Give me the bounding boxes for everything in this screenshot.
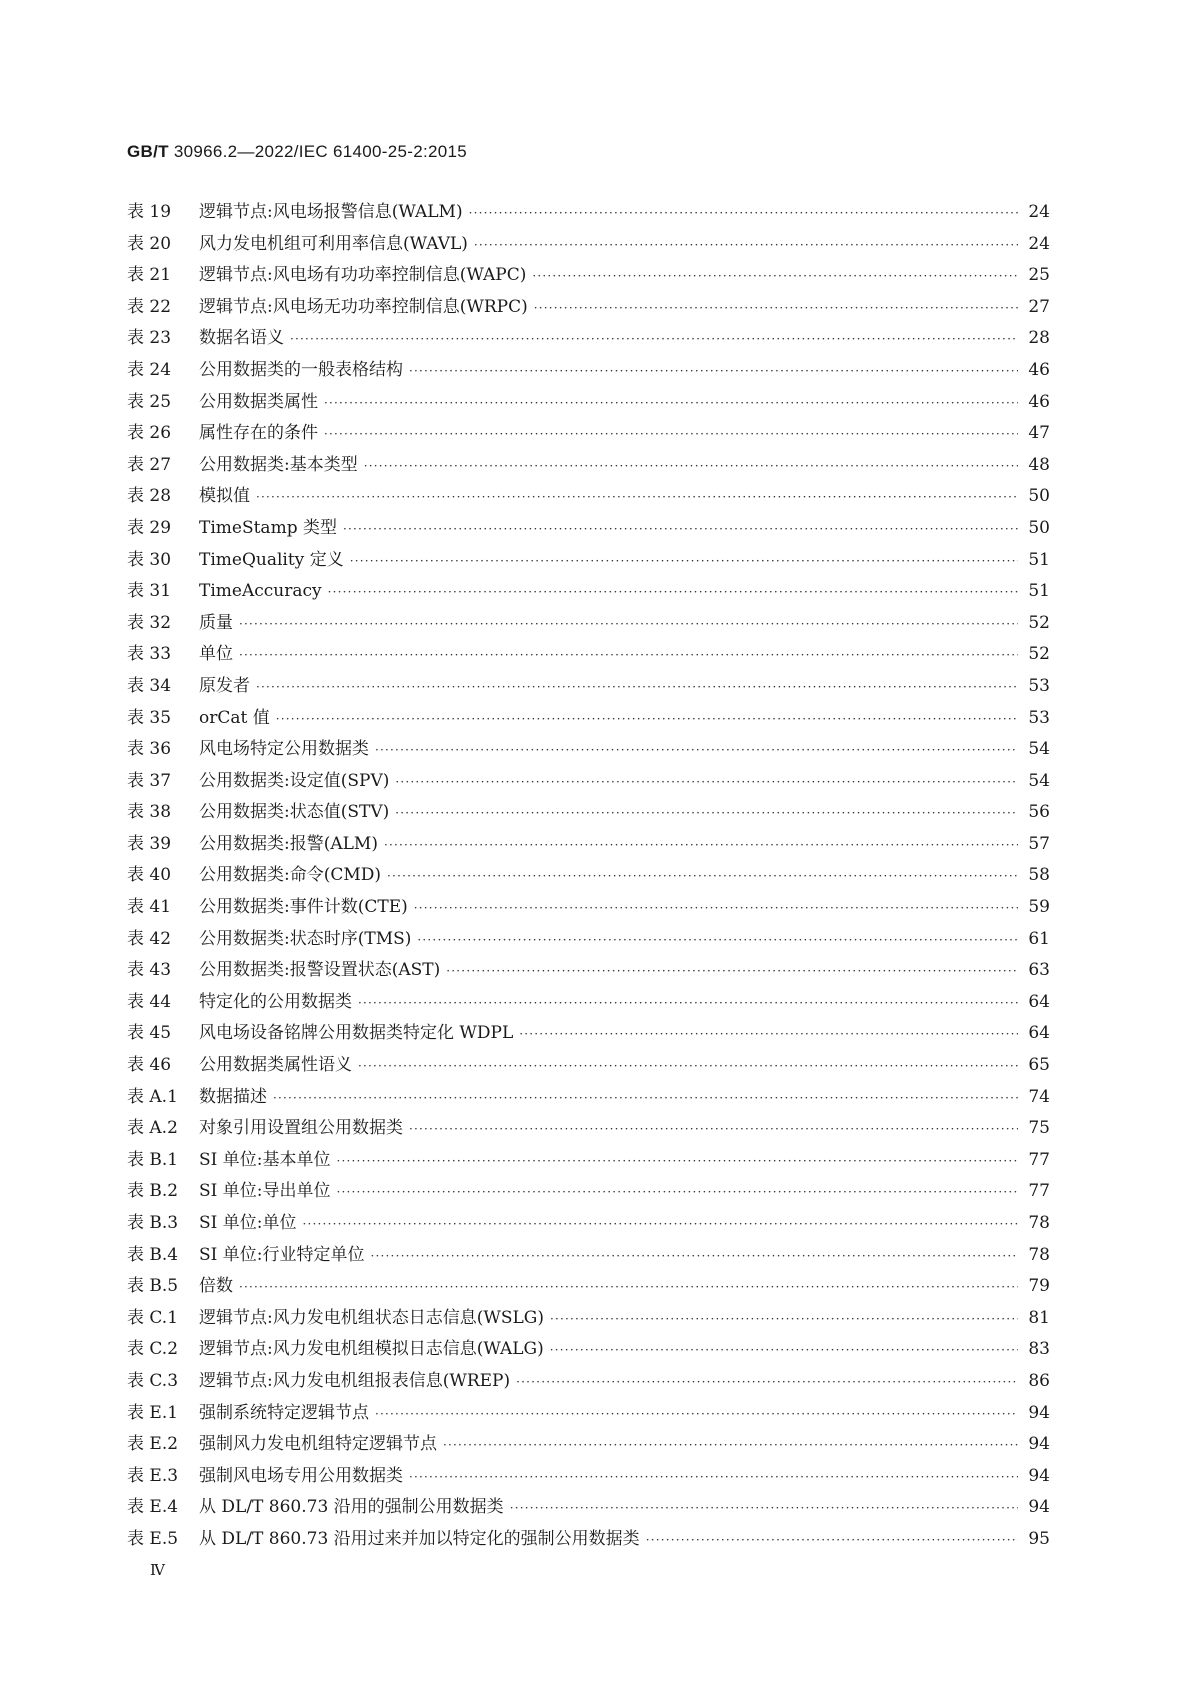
toc-entry-page: 86 [1028, 1370, 1050, 1391]
toc-entry-page: 78 [1028, 1244, 1050, 1265]
toc-entry-page: 58 [1028, 865, 1050, 886]
toc-entry-title: 公用数据类的一般表格结构 [199, 359, 403, 380]
toc-entry-title: 强制风电场专用公用数据类 [199, 1465, 403, 1486]
toc-entry[interactable] [127, 1018, 1050, 1050]
toc-entry[interactable] [127, 1461, 1050, 1493]
toc-entry-number: 表 19 [127, 202, 172, 222]
toc-entry-number: 表 E.5 [127, 1528, 179, 1549]
toc-entry[interactable] [127, 355, 1050, 387]
toc-entry[interactable] [127, 1176, 1050, 1208]
toc-entry[interactable] [127, 1271, 1050, 1303]
toc-entry[interactable] [127, 1113, 1050, 1145]
toc-entry[interactable] [127, 860, 1050, 892]
toc-entry-number: 表 40 [127, 865, 172, 886]
toc-entry-page: 56 [1028, 802, 1050, 823]
toc-entry-title: 倍数 [199, 1276, 233, 1297]
toc-dot-leader [324, 427, 1018, 441]
toc-entry-title: 逻辑节点:风力发电机组模拟日志信息(WALG) [199, 1339, 544, 1360]
toc-entry-title: 公用数据类:基本类型 [199, 454, 358, 475]
toc-dot-leader [324, 396, 1018, 410]
toc-dot-leader [532, 269, 1018, 283]
toc-entry-page: 52 [1028, 644, 1050, 665]
toc-entry-title: SI 单位:行业特定单位 [199, 1244, 365, 1265]
toc-dot-leader [328, 585, 1018, 599]
page-header [127, 142, 467, 162]
toc-entry-number: 表 46 [127, 1055, 172, 1076]
toc-entry-number: 表 C.2 [127, 1339, 179, 1360]
toc-dot-leader [256, 490, 1018, 504]
toc-entry-page: 50 [1028, 517, 1050, 538]
toc-entry-page: 74 [1028, 1086, 1050, 1107]
toc-dot-leader [371, 1249, 1019, 1263]
toc-entry[interactable] [127, 1240, 1050, 1272]
toc-entry[interactable] [127, 766, 1050, 798]
toc-entry-page: 28 [1028, 328, 1050, 349]
toc-entry-number: 表 38 [127, 802, 172, 823]
toc-entry[interactable] [127, 323, 1050, 355]
toc-entry[interactable] [127, 292, 1050, 324]
toc-entry[interactable] [127, 1429, 1050, 1461]
toc-entry-number: 表 37 [127, 770, 172, 791]
toc-dot-leader [550, 1343, 1018, 1357]
toc-entry-title: orCat 值 [199, 707, 270, 728]
standard-prefix: GB/T [127, 142, 169, 161]
toc-entry-page: 61 [1028, 928, 1050, 949]
toc-entry-page: 59 [1028, 897, 1050, 918]
toc-entry-page: 53 [1028, 675, 1050, 696]
toc-entry-number: 表 20 [127, 233, 172, 254]
toc-entry-number: 表 32 [127, 612, 172, 633]
toc-dot-leader [446, 964, 1018, 978]
toc-entry-number: 表 E.1 [127, 1402, 179, 1423]
table-of-contents-list [127, 197, 1050, 1556]
toc-entry-number: 表 39 [127, 833, 172, 854]
toc-dot-leader [474, 238, 1018, 252]
toc-entry-page: 51 [1028, 549, 1050, 570]
toc-entry-title: 逻辑节点:风力发电机组报表信息(WREP) [199, 1370, 511, 1391]
toc-dot-leader [273, 1091, 1018, 1105]
toc-entry-page: 51 [1028, 581, 1050, 602]
toc-entry[interactable] [127, 481, 1050, 513]
toc-entry-number: 表 25 [127, 391, 172, 412]
toc-entry[interactable] [127, 1366, 1050, 1398]
toc-dot-leader [519, 1027, 1018, 1041]
toc-dot-leader [384, 838, 1018, 852]
toc-entry-title: 公用数据类:事件计数(CTE) [199, 897, 408, 918]
toc-entry-page: 83 [1028, 1339, 1050, 1360]
toc-entry-page: 47 [1028, 423, 1050, 444]
toc-entry[interactable] [127, 576, 1050, 608]
toc-entry-title: 公用数据类:状态值(STV) [199, 802, 390, 823]
toc-entry-page: 46 [1028, 391, 1050, 412]
toc-entry[interactable] [127, 197, 1050, 229]
toc-entry-page: 24 [1028, 202, 1050, 222]
toc-entry-page: 48 [1028, 454, 1050, 475]
toc-entry-number: 表 B.5 [127, 1276, 179, 1297]
toc-entry[interactable] [127, 1398, 1050, 1430]
standard-number: 30966.2—2022/IEC 61400-25-2:2015 [173, 142, 467, 161]
toc-entry[interactable] [127, 545, 1050, 577]
toc-entry-title: 原发者 [199, 675, 250, 696]
toc-entry-page: 25 [1028, 265, 1050, 286]
toc-dot-leader [510, 1501, 1018, 1515]
toc-entry-title: 质量 [199, 612, 233, 633]
toc-dot-leader [395, 775, 1018, 789]
toc-dot-leader [358, 996, 1018, 1010]
toc-entry-title: 强制系统特定逻辑节点 [199, 1402, 369, 1423]
toc-dot-leader [239, 617, 1018, 631]
toc-entry-title: 逻辑节点:风电场无功功率控制信息(WRPC) [199, 296, 528, 317]
toc-entry-number: 表 B.2 [127, 1181, 179, 1202]
toc-entry[interactable] [127, 987, 1050, 1019]
toc-entry-title: 风力发电机组可利用率信息(WAVL) [199, 233, 468, 254]
toc-entry[interactable] [127, 797, 1050, 829]
toc-entry-page: 54 [1028, 770, 1050, 791]
toc-dot-leader [387, 869, 1018, 883]
toc-dot-leader [364, 459, 1018, 473]
toc-entry[interactable] [127, 1082, 1050, 1114]
toc-entry-title: TimeStamp 类型 [199, 517, 337, 538]
toc-entry[interactable] [127, 829, 1050, 861]
toc-entry-number: 表 27 [127, 454, 172, 475]
toc-entry-number: 表 45 [127, 1023, 172, 1044]
toc-entry-title: 公用数据类:报警设置状态(AST) [199, 960, 441, 981]
toc-entry[interactable] [127, 513, 1050, 545]
toc-entry-title: 逻辑节点:风力发电机组状态日志信息(WSLG) [199, 1307, 544, 1328]
toc-dot-leader [469, 206, 1018, 220]
toc-entry-title: 特定化的公用数据类 [199, 991, 352, 1012]
toc-entry-number: 表 34 [127, 675, 172, 696]
toc-entry[interactable] [127, 639, 1050, 671]
toc-entry-number: 表 44 [127, 991, 172, 1012]
toc-entry-title: SI 单位:单位 [199, 1213, 297, 1233]
toc-dot-leader [276, 712, 1018, 726]
toc-entry-page: 95 [1028, 1528, 1050, 1549]
toc-entry-page: 46 [1028, 359, 1050, 380]
toc-entry-page: 78 [1028, 1213, 1050, 1233]
toc-entry[interactable] [127, 955, 1050, 987]
toc-dot-leader [343, 522, 1018, 536]
toc-entry-number: 表 A.1 [127, 1086, 178, 1107]
toc-dot-leader [290, 332, 1018, 346]
toc-entry-page: 79 [1028, 1276, 1050, 1297]
toc-entry-title: 数据名语义 [199, 328, 284, 349]
toc-entry[interactable] [127, 1050, 1050, 1082]
toc-entry-title: 公用数据类:命令(CMD) [199, 865, 382, 886]
toc-entry-number: 表 26 [127, 423, 172, 444]
toc-dot-leader [375, 743, 1018, 757]
toc-entry[interactable] [127, 734, 1050, 766]
toc-entry[interactable] [127, 229, 1050, 261]
toc-entry-number: 表 41 [127, 897, 172, 918]
toc-entry-page: 94 [1028, 1497, 1050, 1518]
toc-dot-leader [337, 1154, 1019, 1168]
toc-dot-leader [239, 1280, 1018, 1294]
toc-entry-number: 表 31 [127, 581, 172, 602]
toc-entry-page: 65 [1028, 1055, 1050, 1076]
toc-entry[interactable] [127, 1524, 1050, 1556]
toc-dot-leader [534, 301, 1018, 315]
toc-entry-number: 表 B.4 [127, 1244, 179, 1265]
toc-entry-title: 公用数据类:报警(ALM) [199, 833, 378, 854]
toc-entry-title: 公用数据类属性 [199, 391, 318, 412]
toc-dot-leader [646, 1533, 1018, 1547]
toc-entry-number: 表 43 [127, 960, 172, 981]
toc-dot-leader [395, 806, 1018, 820]
toc-entry-title: 风电场特定公用数据类 [199, 739, 369, 760]
toc-entry-number: 表 B.1 [127, 1149, 179, 1170]
toc-entry-page: 81 [1028, 1307, 1050, 1328]
toc-entry[interactable] [127, 1145, 1050, 1177]
toc-entry-title: TimeAccuracy [199, 581, 322, 602]
toc-entry[interactable] [127, 387, 1050, 419]
toc-entry-page: 64 [1028, 991, 1050, 1012]
toc-entry-title: 强制风力发电机组特定逻辑节点 [199, 1434, 437, 1455]
toc-entry-title: 模拟值 [199, 486, 250, 507]
toc-dot-leader [350, 554, 1018, 568]
toc-entry-page: 52 [1028, 612, 1050, 633]
toc-entry-title: SI 单位:基本单位 [199, 1149, 331, 1170]
toc-entry-page: 27 [1028, 296, 1050, 317]
toc-entry-number: 表 35 [127, 707, 172, 728]
toc-dot-leader [337, 1185, 1019, 1199]
toc-dot-leader [409, 364, 1018, 378]
toc-dot-leader [417, 933, 1018, 947]
toc-dot-leader [358, 1059, 1018, 1073]
toc-entry-title: 数据描述 [199, 1086, 267, 1107]
toc-entry-title: 公用数据类:状态时序(TMS) [199, 928, 412, 949]
toc-dot-leader [414, 901, 1018, 915]
toc-entry-title: 逻辑节点:风电场报警信息(WALM) [199, 202, 463, 222]
toc-entry[interactable] [127, 1303, 1050, 1335]
toc-dot-leader [239, 648, 1018, 662]
page-number-footer: Ⅳ [150, 1561, 165, 1579]
toc-entry-number: 表 22 [127, 296, 172, 317]
toc-entry[interactable] [127, 671, 1050, 703]
toc-entry-page: 94 [1028, 1402, 1050, 1423]
toc-entry-page: 94 [1028, 1465, 1050, 1486]
toc-dot-leader [516, 1375, 1018, 1389]
toc-entry-number: 表 21 [127, 265, 172, 286]
toc-entry-page: 24 [1028, 233, 1050, 254]
toc-entry-title: 从 DL/T 860.73 沿用的强制公用数据类 [199, 1497, 504, 1518]
toc-entry-number: 表 A.2 [127, 1118, 178, 1139]
toc-entry-page: 54 [1028, 739, 1050, 760]
toc-entry[interactable] [127, 418, 1050, 450]
toc-entry[interactable] [127, 260, 1050, 292]
toc-entry-number: 表 33 [127, 644, 172, 665]
toc-entry-number: 表 30 [127, 549, 172, 570]
toc-entry-page: 50 [1028, 486, 1050, 507]
toc-entry[interactable] [127, 924, 1050, 956]
toc-entry-title: 风电场设备铭牌公用数据类特定化 WDPL [199, 1023, 514, 1044]
toc-entry-title: 属性存在的条件 [199, 423, 318, 444]
toc-entry[interactable] [127, 450, 1050, 482]
toc-entry-number: 表 E.4 [127, 1497, 179, 1518]
toc-entry-number: 表 36 [127, 739, 172, 760]
toc-entry[interactable] [127, 1492, 1050, 1524]
toc-entry-page: 64 [1028, 1023, 1050, 1044]
toc-entry-title: 从 DL/T 860.73 沿用过来并加以特定化的强制公用数据类 [199, 1528, 640, 1549]
toc-entry-page: 53 [1028, 707, 1050, 728]
toc-entry-page: 63 [1028, 960, 1050, 981]
toc-dot-leader [256, 680, 1018, 694]
toc-dot-leader [409, 1122, 1018, 1136]
toc-entry-page: 57 [1028, 833, 1050, 854]
toc-entry-number: 表 24 [127, 359, 172, 380]
toc-entry-title: 公用数据类属性语义 [199, 1055, 352, 1076]
toc-entry[interactable] [127, 1334, 1050, 1366]
toc-entry-page: 77 [1028, 1149, 1050, 1170]
toc-entry-title: 逻辑节点:风电场有功功率控制信息(WAPC) [199, 265, 527, 286]
toc-entry-number: 表 42 [127, 928, 172, 949]
toc-entry-number: 表 23 [127, 328, 172, 349]
toc-entry-page: 77 [1028, 1181, 1050, 1202]
toc-entry-number: 表 E.3 [127, 1465, 179, 1486]
toc-entry-number: 表 C.1 [127, 1307, 179, 1328]
toc-entry[interactable] [127, 703, 1050, 735]
toc-dot-leader [303, 1217, 1019, 1231]
toc-entry-number: 表 E.2 [127, 1434, 179, 1455]
toc-dot-leader [375, 1407, 1018, 1421]
toc-entry[interactable] [127, 608, 1050, 640]
toc-entry-title: 单位 [199, 644, 233, 665]
toc-entry-page: 75 [1028, 1118, 1050, 1139]
toc-entry-number: 表 B.3 [127, 1213, 179, 1233]
toc-entry[interactable] [127, 1208, 1050, 1240]
toc-dot-leader [550, 1312, 1018, 1326]
toc-dot-leader [443, 1438, 1018, 1452]
toc-entry-number: 表 C.3 [127, 1370, 179, 1391]
toc-entry-number: 表 28 [127, 486, 172, 507]
toc-dot-leader [409, 1470, 1018, 1484]
toc-entry-title: 对象引用设置组公用数据类 [199, 1118, 403, 1139]
toc-entry-title: SI 单位:导出单位 [199, 1181, 331, 1202]
toc-entry-number: 表 29 [127, 517, 172, 538]
toc-entry-title: 公用数据类:设定值(SPV) [199, 770, 390, 791]
toc-entry[interactable] [127, 892, 1050, 924]
toc-entry-page: 94 [1028, 1434, 1050, 1455]
toc-entry-title: TimeQuality 定义 [199, 549, 344, 570]
